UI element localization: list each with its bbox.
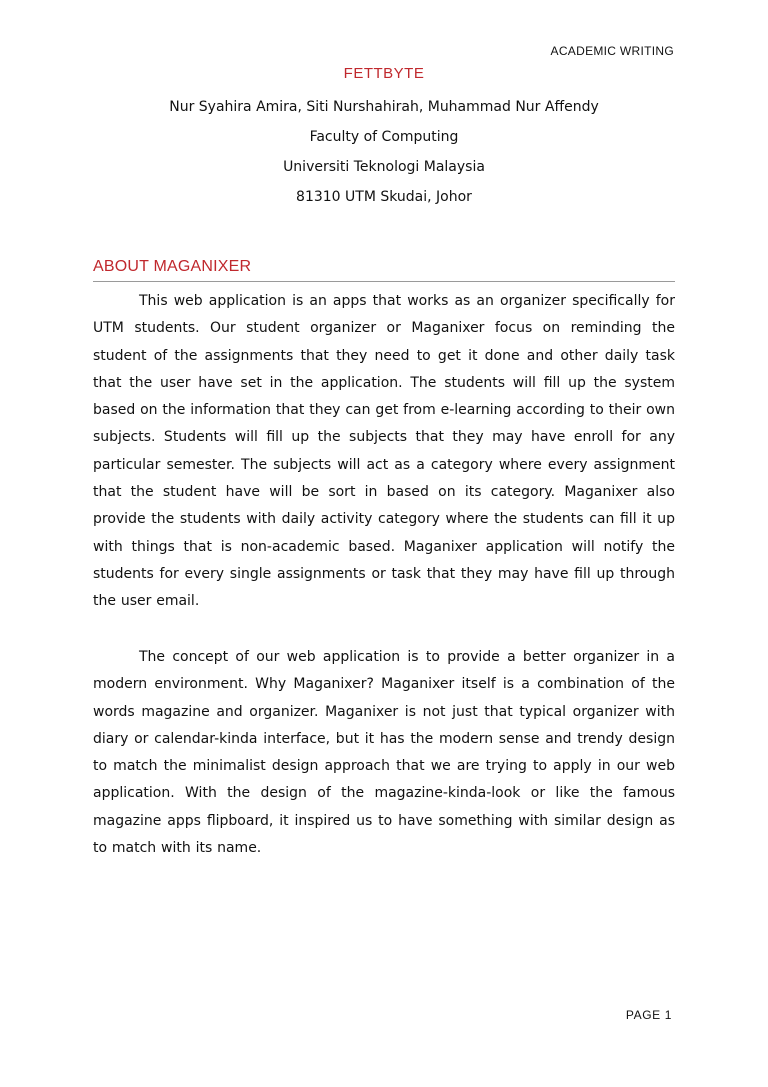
university-name: Universiti Teknologi Malaysia [283,159,485,175]
section-heading: ABOUT MAGANIXER [93,258,252,275]
author-names: Nur Syahira Amira, Siti Nurshahirah, Muhammad Nur Affendy [169,99,599,115]
running-header: ACADEMIC WRITING [550,44,674,58]
address-line: 81310 UTM Skudai, Johor [296,189,472,205]
section-divider [93,281,675,282]
page-number: PAGE 1 [625,1008,672,1022]
document-title: FETTBYTE [343,65,425,82]
body-paragraph-1: This web application is an apps that works as an organizer specifically for UTM students. Our student organizer or Maganixer focus on reminding the student of the assignments that they need to get it done and other daily task that the user have set in the application. The students will fill up the system based on the information that they can get from e-learning according to their own subjects. Students will fill up the subjects that they may have enroll for any particular semester. The subjects will act as a category where every assignment that the student have will be sort in based on its category. Maganixer also provide the students with daily activity category where the students can fill it up with things that is non-academic based. Maganixer application will notify the students for every single assignments or task that they may have fill up through the user email. [93,293,675,610]
body-paragraph-2: The concept of our web application is to provide a better organizer in a modern environment. Why Maganixer? Maganixer itself is a combination of the words magazine and organizer. Maganixer is not just that typical organizer with diary or calendar-kinda interface, but it has the modern sense and trendy design to match the minimalist design approach that we are trying to apply in our web application. With the design of the magazine-kinda-look or like the famous magazine apps flipboard, it inspired us to have something with similar design as to match with its name. [93,649,675,857]
title-block [0,64,768,212]
faculty-name: Faculty of Computing [309,129,459,145]
